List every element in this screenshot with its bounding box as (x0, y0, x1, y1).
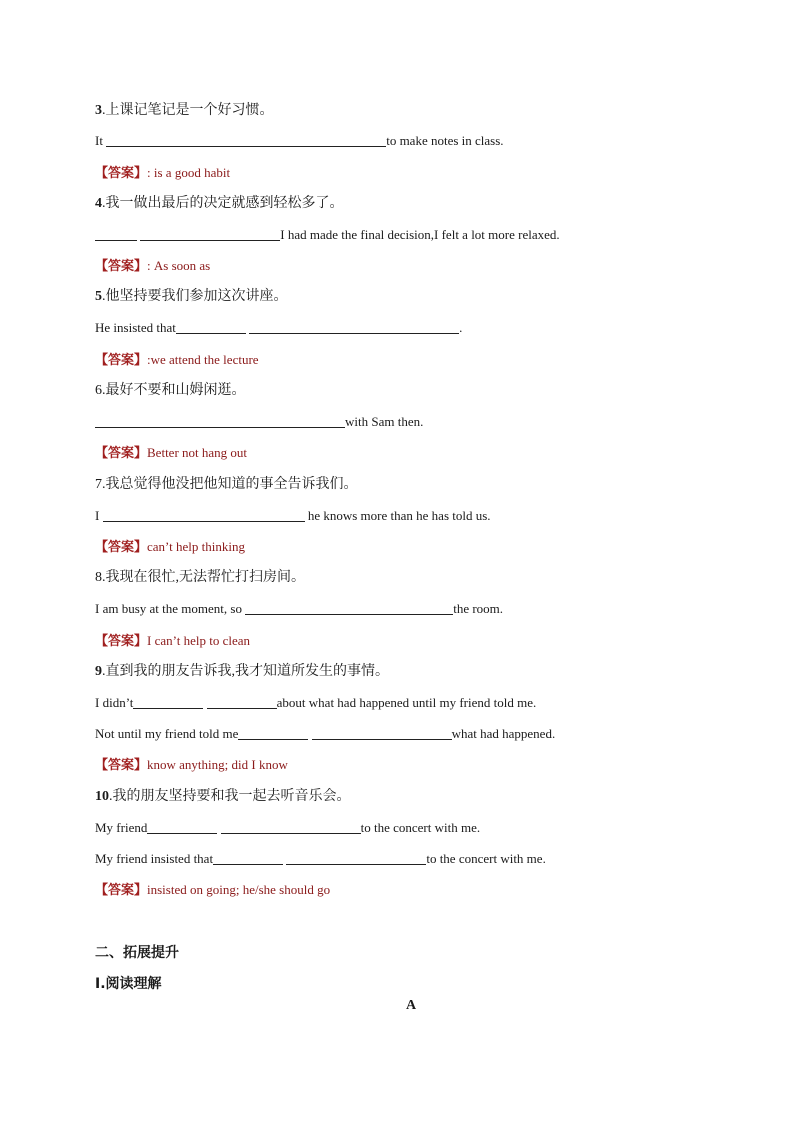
answer-blank[interactable] (133, 695, 203, 709)
passage-label: A (406, 998, 417, 1013)
question-9-sentence-1: I didn’t about what had happened until my friend told me. (95, 695, 537, 710)
question-8-title: 8.我现在很忙,无法帮忙打扫房间。 (95, 570, 305, 585)
answer-blank[interactable] (238, 726, 308, 740)
answer-blank[interactable] (140, 227, 280, 241)
answer-blank[interactable] (213, 851, 283, 865)
question-10-title: 10.我的朋友坚持要和我一起去听音乐会。 (95, 789, 351, 804)
answer-blank[interactable] (249, 320, 459, 334)
question-4-answer: 【答案】: As soon as (95, 258, 211, 273)
question-9-answer: 【答案】know anything; did I know (95, 757, 288, 772)
question-4-title: 4.我一做出最后的决定就感到轻松多了。 (95, 196, 344, 211)
question-10-sentence-2: My friend insisted that to the concert with me. (95, 851, 546, 866)
question-8-answer: 【答案】I can’t help to clean (95, 633, 251, 648)
question-4-sentence: I had made the final decision,I felt a lot more relaxed. (95, 225, 560, 245)
question-7-title: 7.我总觉得他没把他知道的事全告诉我们。 (95, 477, 358, 492)
section-title: 二、拓展提升 (95, 945, 179, 961)
question-number: 3 (95, 103, 102, 118)
answer-blank[interactable] (312, 726, 452, 740)
question-10-sentence-1: My friend to the concert with me. (95, 820, 481, 835)
question-3-sentence: It to make notes in class. (95, 133, 504, 148)
answer-blank[interactable] (286, 851, 426, 865)
question-7-sentence: I he knows more than he has told us. (95, 508, 491, 523)
question-5-sentence: He insisted that . (95, 320, 463, 335)
subsection-title: I.阅读理解 (95, 976, 162, 992)
question-7-answer: 【答案】can’t help thinking (95, 539, 245, 554)
answer-blank[interactable] (221, 820, 361, 834)
question-6-sentence: with Sam then. (95, 412, 423, 432)
answer-blank[interactable] (103, 508, 305, 522)
question-8-sentence: I am busy at the moment, so the room. (95, 601, 504, 616)
question-6-answer: 【答案】Better not hang out (95, 445, 248, 460)
answer-blank[interactable] (207, 695, 277, 709)
answer-blank[interactable] (245, 601, 453, 615)
answer-blank[interactable] (95, 414, 345, 428)
question-3-title: 3.上课记笔记是一个好习惯。 (95, 103, 274, 118)
answer-blank[interactable] (147, 820, 217, 834)
answer-blank[interactable] (176, 320, 246, 334)
question-9-title: 9.直到我的朋友告诉我,我才知道所发生的事情。 (95, 664, 389, 679)
question-5-title: 5.他坚持要我们参加这次讲座。 (95, 289, 288, 304)
question-9-sentence-2: Not until my friend told me what had happened. (95, 726, 556, 741)
answer-blank[interactable] (95, 227, 137, 241)
question-5-answer: 【答案】:we attend the lecture (95, 352, 259, 367)
question-3-answer: 【答案】: is a good habit (95, 165, 231, 180)
answer-blank[interactable] (106, 133, 386, 147)
question-10-answer: 【答案】insisted on going; he/she should go (95, 882, 331, 897)
question-6-title: 6.最好不要和山姆闲逛。 (95, 383, 246, 398)
